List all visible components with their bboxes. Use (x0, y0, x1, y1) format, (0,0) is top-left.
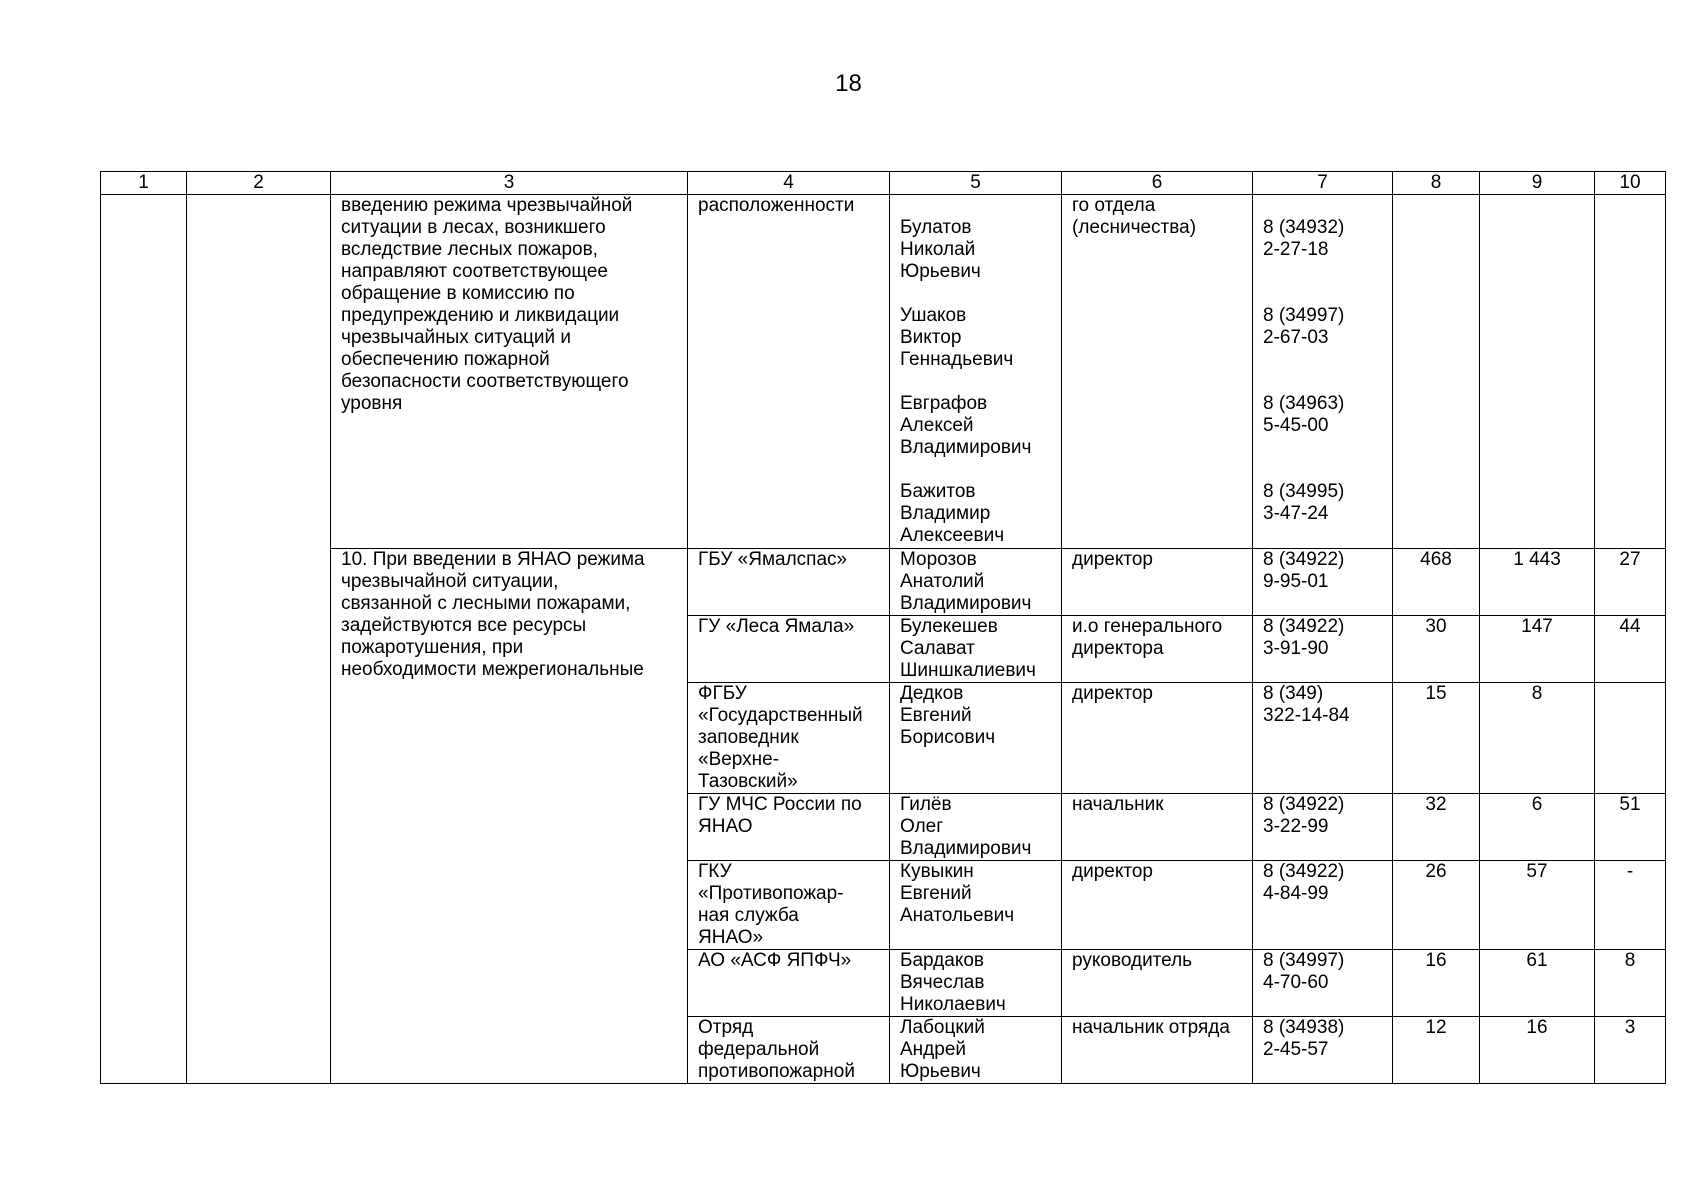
phone-cell: 8 (34922) 9-95-01 (1253, 549, 1393, 616)
count-cell: 30 (1393, 616, 1480, 683)
column-number: 5 (890, 172, 1062, 195)
column-number: 1 (101, 172, 187, 195)
person-cell: Булатов Николай Юрьевич Ушаков Виктор Геннадьевич Евграфов Алексей Владимирович Бажитов Владимир Алексеевич (890, 195, 1062, 549)
col2-cell (187, 195, 331, 1084)
person-cell: Лабоцкий Андрей Юрьевич (890, 1017, 1062, 1084)
position-cell: и.о генерального директора (1062, 616, 1253, 683)
count-cell (1595, 683, 1666, 794)
phone-cell: 8 (34997) 4-70-60 (1253, 950, 1393, 1017)
position-cell: директор (1062, 549, 1253, 616)
position-cell: руководитель (1062, 950, 1253, 1017)
count-cell: 16 (1393, 950, 1480, 1017)
col1-cell (101, 195, 187, 1084)
person-cell: Морозов Анатолий Владимирович (890, 549, 1062, 616)
person-cell: Гилёв Олег Владимирович (890, 794, 1062, 861)
count-cell: 27 (1595, 549, 1666, 616)
organization-cell: АО «АСФ ЯПФЧ» (688, 950, 890, 1017)
count-cell (1595, 195, 1666, 549)
count-cell (1393, 195, 1480, 549)
count-cell: 51 (1595, 794, 1666, 861)
phone-cell: 8 (34922) 4-84-99 (1253, 861, 1393, 950)
organization-cell: Отряд федеральной противопожарной (688, 1017, 890, 1084)
count-cell: 57 (1480, 861, 1595, 950)
count-cell: 15 (1393, 683, 1480, 794)
count-cell: 8 (1480, 683, 1595, 794)
person-cell: Кувыкин Евгений Анатольевич (890, 861, 1062, 950)
position-cell: начальник отряда (1062, 1017, 1253, 1084)
organization-cell: ГКУ «Противопожар- ная служба ЯНАО» (688, 861, 890, 950)
count-cell (1480, 195, 1595, 549)
page-number: 18 (835, 70, 862, 97)
section-10-text-cell: 10. При введении в ЯНАО режима чрезвычайной ситуации, связанной с лесными пожарами, задействуются все ресурсы пожаротушения, при необходимости межрегиональные (331, 549, 688, 1084)
phone-cell: 8 (34932) 2-27-18 8 (34997) 2-67-03 8 (34963) 5-45-00 8 (34995) 3-47-24 (1253, 195, 1393, 549)
organization-cell: ГБУ «Ямалспас» (688, 549, 890, 616)
position-cell: директор (1062, 683, 1253, 794)
count-cell: 26 (1393, 861, 1480, 950)
person-cell: Булекешев Салават Шиншкалиевич (890, 616, 1062, 683)
measure-text-cell: введению режима чрезвычайной ситуации в лесах, возникшего вследствие лесных пожаров, направляют соответствующее обращение в комиссию по предупреждению и ликвидации чрезвычайных ситуаций и обеспечению пожарной безопасности соответствующего уровня (331, 195, 688, 549)
organization-cell: ФГБУ «Государственный заповедник «Верхне- Тазовский» (688, 683, 890, 794)
continuation-row (101, 195, 1666, 549)
count-cell: 12 (1393, 1017, 1480, 1084)
count-cell: 147 (1480, 616, 1595, 683)
phone-cell: 8 (34922) 3-91-90 (1253, 616, 1393, 683)
column-number: 8 (1393, 172, 1480, 195)
count-cell: 1 443 (1480, 549, 1595, 616)
column-number: 7 (1253, 172, 1393, 195)
organization-cell: расположенности (688, 195, 890, 549)
count-cell: 468 (1393, 549, 1480, 616)
column-number-row (101, 172, 1666, 195)
position-cell: го отдела (лесничества) (1062, 195, 1253, 549)
person-cell: Дедков Евгений Борисович (890, 683, 1062, 794)
column-number: 10 (1595, 172, 1666, 195)
person-cell: Бардаков Вячеслав Николаевич (890, 950, 1062, 1017)
position-cell: директор (1062, 861, 1253, 950)
count-cell: 16 (1480, 1017, 1595, 1084)
count-cell: 61 (1480, 950, 1595, 1017)
phone-cell: 8 (34922) 3-22-99 (1253, 794, 1393, 861)
resources-table (100, 171, 1666, 1084)
count-cell: - (1595, 861, 1666, 950)
table-row (101, 549, 1666, 616)
organization-cell: ГУ МЧС России по ЯНАО (688, 794, 890, 861)
organization-cell: ГУ «Леса Ямала» (688, 616, 890, 683)
column-number: 3 (331, 172, 688, 195)
column-number: 2 (187, 172, 331, 195)
column-number: 4 (688, 172, 890, 195)
count-cell: 44 (1595, 616, 1666, 683)
phone-cell: 8 (34938) 2-45-57 (1253, 1017, 1393, 1084)
count-cell: 3 (1595, 1017, 1666, 1084)
column-number: 6 (1062, 172, 1253, 195)
column-number: 9 (1480, 172, 1595, 195)
count-cell: 32 (1393, 794, 1480, 861)
count-cell: 8 (1595, 950, 1666, 1017)
position-cell: начальник (1062, 794, 1253, 861)
phone-cell: 8 (349) 322-14-84 (1253, 683, 1393, 794)
count-cell: 6 (1480, 794, 1595, 861)
